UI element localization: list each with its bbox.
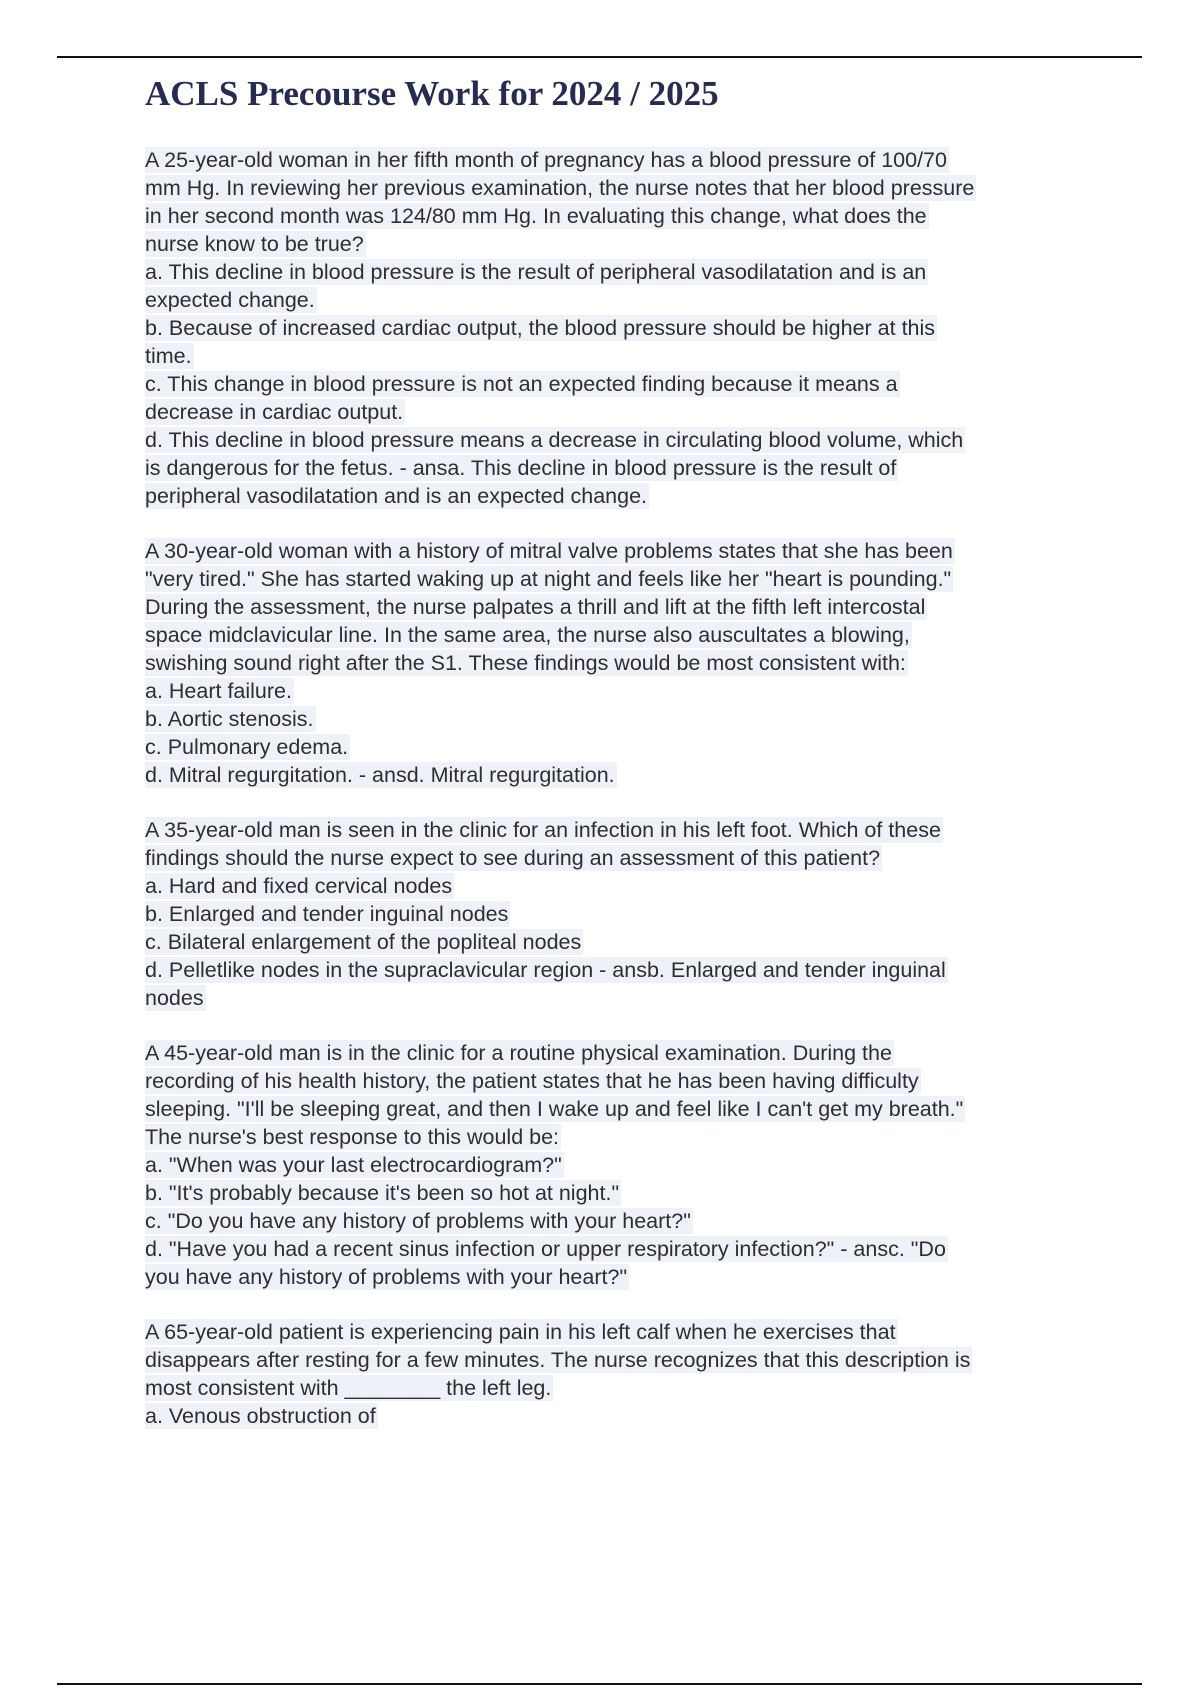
text-line: in her second month was 124/80 mm Hg. In evaluating this change, what does the [145, 204, 927, 228]
answer-option: c. This change in blood pressure is not an expected finding because it means a [145, 372, 898, 396]
question-1 [145, 146, 1080, 510]
document-body [145, 146, 1080, 1457]
text-line: nodes [145, 986, 204, 1010]
answer-option: c. Bilateral enlargement of the popliteal nodes [145, 930, 582, 954]
question-2 [145, 537, 1080, 789]
question-3 [145, 816, 1080, 1012]
answer-option: d. "Have you had a recent sinus infection or upper respiratory infection?" - ansc. "Do [145, 1237, 946, 1261]
text-line: peripheral vasodilatation and is an expected change. [145, 484, 648, 508]
answer-option: a. This decline in blood pressure is the result of peripheral vasodilatation and is an [145, 260, 927, 284]
text-line: you have any history of problems with your heart?" [145, 1265, 628, 1289]
text-line: time. [145, 344, 192, 368]
text-line: swishing sound right after the S1. These findings would be most consistent with: [145, 651, 906, 675]
answer-option: b. "It's probably because it's been so hot at night." [145, 1181, 620, 1205]
answer-option: a. Hard and fixed cervical nodes [145, 874, 453, 898]
answer-option: c. Pulmonary edema. [145, 735, 349, 759]
answer-option: a. Heart failure. [145, 679, 292, 703]
top-rule [57, 56, 1142, 58]
text-line: A 30-year-old woman with a history of mitral valve problems states that she has been [145, 539, 953, 563]
text-line: During the assessment, the nurse palpates a thrill and lift at the fifth left intercostal [145, 595, 926, 619]
answer-option: d. Mitral regurgitation. - ansd. Mitral regurgitation. [145, 763, 615, 787]
text-line: A 65-year-old patient is experiencing pain in his left calf when he exercises that [145, 1320, 896, 1344]
answer-option: b. Enlarged and tender inguinal nodes [145, 902, 509, 926]
text-line: decrease in cardiac output. [145, 400, 404, 424]
text-line: The nurse's best response to this would be: [145, 1125, 560, 1149]
text-line: disappears after resting for a few minutes. The nurse recognizes that this description is [145, 1348, 971, 1372]
answer-option: c. "Do you have any history of problems with your heart?" [145, 1209, 691, 1233]
text-line: findings should the nurse expect to see during an assessment of this patient? [145, 846, 881, 870]
text-line: sleeping. "I'll be sleeping great, and then I wake up and feel like I can't get my breath." [145, 1097, 964, 1121]
text-line: most consistent with ________ the left leg. [145, 1376, 552, 1400]
answer-option: a. Venous obstruction of [145, 1404, 376, 1428]
text-line: "very tired." She has started waking up at night and feels like her "heart is pounding." [145, 567, 952, 591]
question-4 [145, 1039, 1080, 1291]
bottom-rule [57, 1683, 1142, 1685]
answer-option: a. "When was your last electrocardiogram?" [145, 1153, 562, 1177]
text-line: is dangerous for the fetus. - ansa. This decline in blood pressure is the result of [145, 456, 897, 480]
text-line: space midclavicular line. In the same area, the nurse also auscultates a blowing, [145, 623, 910, 647]
text-line: A 45-year-old man is in the clinic for a routine physical examination. During the [145, 1041, 892, 1065]
answer-option: b. Because of increased cardiac output, the blood pressure should be higher at this [145, 316, 936, 340]
text-line: mm Hg. In reviewing her previous examination, the nurse notes that her blood pressure [145, 176, 975, 200]
question-5 [145, 1318, 1080, 1430]
text-line: expected change. [145, 288, 315, 312]
answer-option: b. Aortic stenosis. [145, 707, 314, 731]
answer-option: d. This decline in blood pressure means a decrease in circulating blood volume, which [145, 428, 964, 452]
text-line: A 25-year-old woman in her fifth month of pregnancy has a blood pressure of 100/70 [145, 148, 947, 172]
answer-option: d. Pelletlike nodes in the supraclavicular region - ansb. Enlarged and tender inguinal [145, 958, 946, 982]
text-line: A 35-year-old man is seen in the clinic for an infection in his left foot. Which of these [145, 818, 941, 842]
text-line: recording of his health history, the patient states that he has been having difficulty [145, 1069, 919, 1093]
text-line: nurse know to be true? [145, 232, 364, 256]
page-title: ACLS Precourse Work for 2024 / 2025 [145, 74, 719, 113]
